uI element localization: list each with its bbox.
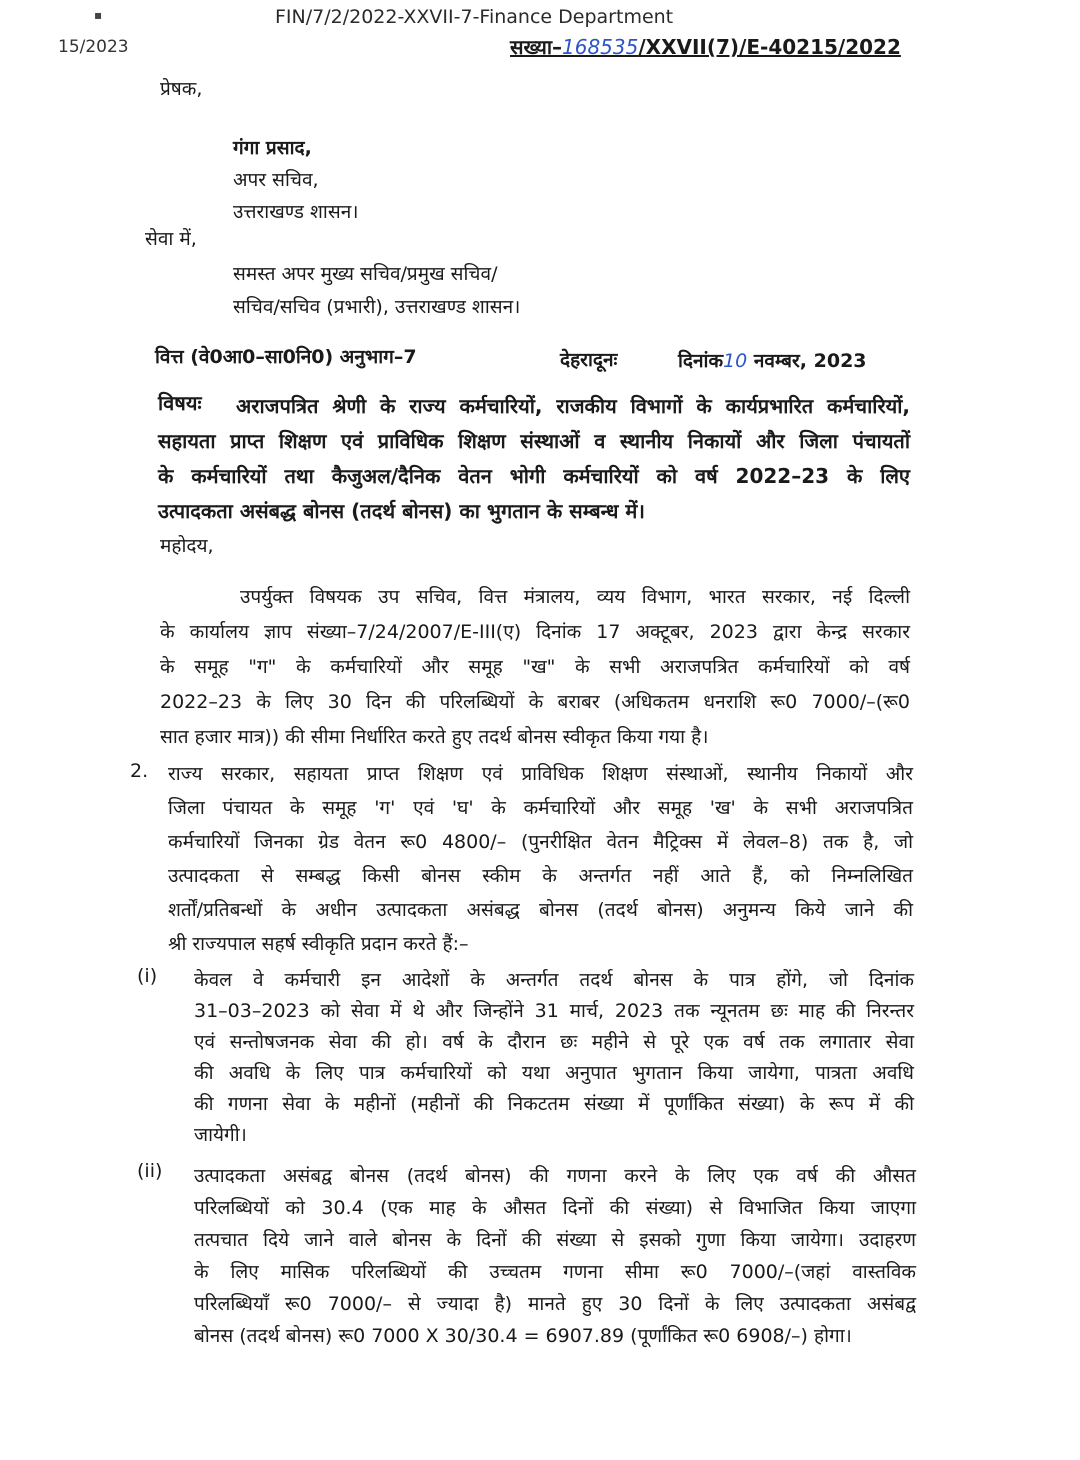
subject-label: विषयः bbox=[158, 391, 202, 415]
paragraph-2-number: 2. bbox=[130, 760, 149, 782]
subject-line: सहायता प्राप्त शिक्षण एवं प्राविधिक शिक्षण संस्थाओं व स्थानीय निकायों और जिला पंचायतों bbox=[158, 429, 910, 453]
scan-mark: ▪ bbox=[94, 8, 103, 22]
recipient-line-2: सचिव/सचिव (प्रभारी), उत्तराखण्ड शासन। bbox=[233, 296, 521, 318]
paragraph-line: जिला पंचायत के समूह 'ग' एवं 'घ' के कर्मचारियों और समूह 'ख' के सभी अराजपत्रित bbox=[168, 797, 913, 819]
paragraph-line: परिलब्धियाँ रू0 7000/– से ज्यादा है) मानते हुए 30 दिनों के लिए उत्पादकता असंबद्व bbox=[194, 1293, 916, 1315]
sender-label: प्रेषक, bbox=[160, 78, 203, 100]
paragraph-line: की गणना सेवा के महीनों (महीनों की निकटतम संख्या में पूर्णांकित संख्या) के रूप में की bbox=[194, 1093, 914, 1115]
paragraph-line: उत्पादकता असंबद्व बोनस (तदर्थ बोनस) की गणना करने के लिए एक वर्ष की औसत bbox=[194, 1165, 916, 1187]
paragraph-line: के लिए मासिक परिलब्धियों की उच्चतम गणना सीमा रू0 7000/–(जहां वास्तविक bbox=[194, 1261, 916, 1283]
paragraph-line: राज्य सरकार, सहायता प्राप्त शिक्षण एवं प्राविधिक शिक्षण संस्थाओं, स्थानीय निकायों और bbox=[168, 763, 913, 785]
paragraph-line: बोनस (तदर्थ बोनस) रू0 7000 X 30/30.4 = 6907.89 (पूर्णांकित रू0 6908/–) होगा। bbox=[194, 1325, 852, 1347]
letter-number-rest: /XXVII(7)/E-40215/2022 bbox=[638, 35, 901, 59]
paragraph-line: शर्तों/प्रतिबन्धों के अधीन उत्पादकता असंबद्ध बोनस (तदर्थ बोनस) अनुमन्य किये जाने की bbox=[168, 899, 913, 921]
recipient-line-1: समस्त अपर मुख्य सचिव/प्रमुख सचिव/ bbox=[233, 263, 498, 285]
paragraph-line: उपर्युक्त विषयक उप सचिव, वित्त मंत्रालय, व्यय विभाग, भारत सरकार, नई दिल्ली bbox=[240, 586, 910, 608]
sender-designation: अपर सचिव, bbox=[233, 169, 319, 191]
letter-number-label: सख्या– bbox=[510, 35, 562, 59]
paragraph-line: कर्मचारियों जिनका ग्रेड वेतन रू0 4800/– (पुनरीक्षित वेतन मैट्रिक्स में लेवल–8) तक है, जो bbox=[168, 831, 913, 853]
subject-line: के कर्मचारियों तथा कैजुअल/दैनिक वेतन भोगी कर्मचारियों को वर्ष 2022–23 के लिए bbox=[158, 464, 910, 488]
place: देहरादूनः bbox=[560, 349, 618, 371]
paragraph-line: सात हजार मात्र)) की सीमा निर्धारित करते हुए तदर्थ बोनस स्वीकृत किया गया है। bbox=[160, 726, 709, 748]
date-rest: नवम्बर, 2023 bbox=[753, 350, 867, 372]
item-2-number: (ii) bbox=[137, 1160, 163, 1182]
paragraph-line: के समूह "ग" के कर्मचारियों और समूह "ख" के सभी अराजपत्रित कर्मचारियों को वर्ष bbox=[160, 656, 910, 678]
letter-number bbox=[510, 33, 901, 60]
paragraph-line: 31–03–2023 को सेवा में थे और जिन्होंने 31 मार्च, 2023 तक न्यूनतम छः माह की निरन्तर bbox=[194, 1000, 914, 1022]
paragraph-2 bbox=[168, 757, 913, 961]
paragraph-line: उत्पादकता से सम्बद्ध किसी बोनस स्कीम के अन्तर्गत नहीं आते हैं, को निम्नलिखित bbox=[168, 865, 913, 887]
sender-name: गंगा प्रसाद, bbox=[233, 137, 312, 159]
paragraph-line: 2022–23 के लिए 30 दिन की परिलब्धियों के बराबर (अधिकतम धनराशि रू0 7000/–(रू0 bbox=[160, 691, 910, 713]
recipient-label: सेवा में, bbox=[145, 228, 197, 250]
letter-number-handwritten: 168535 bbox=[562, 35, 639, 59]
subject-text bbox=[158, 389, 910, 529]
paragraph-1 bbox=[160, 580, 910, 755]
paragraph-line: के कार्यालय ज्ञाप संख्या–7/24/2007/E-III(ए) दिनांक 17 अक्टूबर, 2023 द्वारा केन्द्र सरकार bbox=[160, 621, 910, 643]
subject-line: अराजपत्रित श्रेणी के राज्य कर्मचारियों, राजकीय विभागों के कार्यप्रभारित कर्मचारियों, bbox=[236, 394, 910, 418]
letter-date bbox=[678, 347, 867, 373]
paragraph-line: की अवधि के लिए पात्र कर्मचारियों को यथा अनुपात भुगतान किया जायेगा, पात्रता अवधि bbox=[194, 1062, 914, 1084]
paragraph-line: केवल वे कर्मचारी इन आदेशों के अन्तर्गत तदर्थ बोनस के पात्र होंगे, जो दिनांक bbox=[194, 969, 914, 991]
paragraph-line: जायेगी। bbox=[194, 1124, 247, 1146]
corner-date: 15/2023 bbox=[58, 37, 129, 57]
item-1-number: (i) bbox=[137, 965, 158, 987]
item-2 bbox=[194, 1160, 916, 1352]
department-section: वित्त (वे0आ0–सा0नि0) अनुभाग–7 bbox=[155, 346, 417, 368]
paragraph-line: तत्पचात दिये जाने वाले बोनस के दिनों की संख्या से इसको गुणा किया जायेगा। उदाहरण bbox=[194, 1229, 916, 1251]
paragraph-line: परिलब्धियों को 30.4 (एक माह के औसत दिनों की संख्या) से विभाजित किया जाएगा bbox=[194, 1197, 916, 1219]
paragraph-line: एवं सन्तोषजनक सेवा की हो। वर्ष के दौरान छः महीने से पूरे एक वर्ष तक लगातार सेवा bbox=[194, 1031, 914, 1053]
salutation: महोदय, bbox=[160, 535, 214, 557]
subject-line: उत्पादकता असंबद्ध बोनस (तदर्थ बोनस) का भुगतान के सम्बन्ध में। bbox=[158, 499, 645, 523]
date-handwritten: 10 bbox=[723, 350, 748, 372]
paragraph-line: श्री राज्यपाल सहर्ष स्वीकृति प्रदान करते हैं:– bbox=[168, 933, 469, 955]
sender-office: उत्तराखण्ड शासन। bbox=[233, 201, 359, 223]
file-reference: FIN/7/2/2022-XXVII-7-Finance Department bbox=[275, 6, 674, 28]
item-1 bbox=[194, 965, 914, 1151]
date-prefix: दिनांक bbox=[678, 350, 724, 372]
